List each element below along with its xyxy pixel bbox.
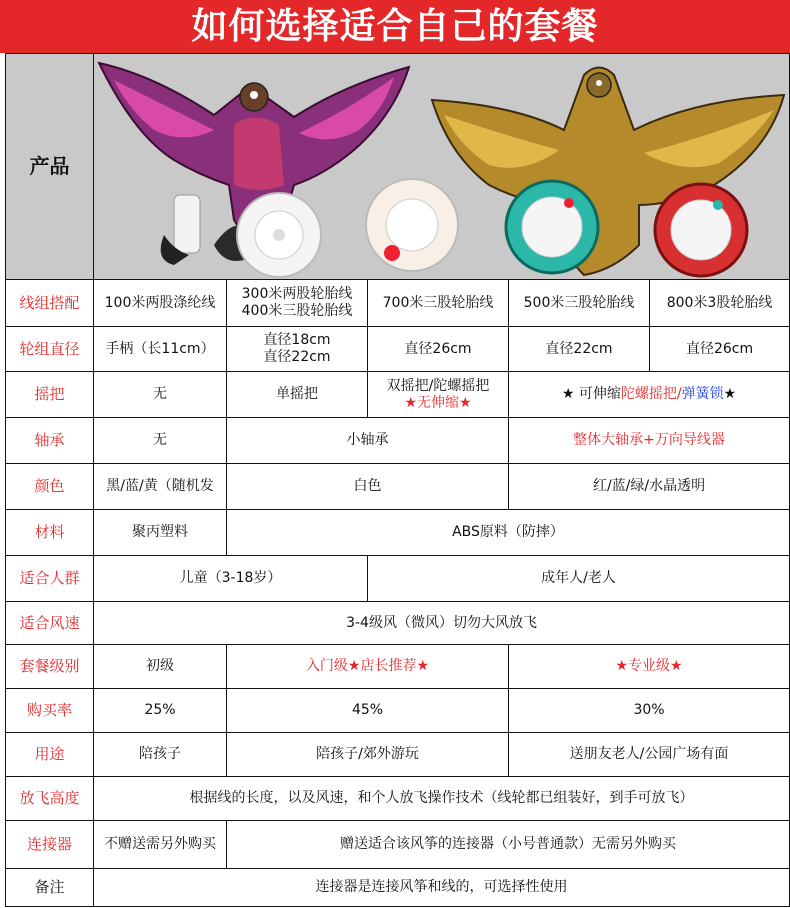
row-label: 用途 [6, 733, 94, 777]
row-crank [6, 372, 790, 418]
row-label: 购买率 [6, 689, 94, 733]
product-row [6, 54, 790, 280]
row-package-level [6, 645, 790, 689]
cell: 直径22cm [509, 327, 650, 372]
reel-18cm [237, 193, 321, 277]
row-label: 材料 [6, 510, 94, 556]
row-bearing [6, 418, 790, 464]
row-wind [6, 602, 790, 645]
reel-26cm-white [366, 179, 458, 271]
row-label: 放飞高度 [6, 777, 94, 821]
cell: 30% [509, 689, 790, 733]
row-label: 备注 [6, 869, 94, 907]
cell: 直径26cm [368, 327, 509, 372]
cell: 成年人/老人 [368, 556, 790, 602]
cell: 根据线的长度，以及风速，和个人放飞操作技术（线轮都已组装好，到手可放飞） [94, 777, 790, 821]
cell: 陪孩子 [94, 733, 227, 777]
row-purchase-rate [6, 689, 790, 733]
row-label: 轮组直径 [6, 327, 94, 372]
cell: 双摇把/陀螺摇把 ★无伸缩★ [368, 372, 509, 418]
row-reel-diameter [6, 327, 790, 372]
cell: 单摇把 [227, 372, 368, 418]
cell: ABS原料（防摔） [227, 510, 790, 556]
cell: 500米三股轮胎线 [509, 280, 650, 327]
cell: 无 [94, 418, 227, 464]
row-remarks [6, 869, 790, 907]
row-audience [6, 556, 790, 602]
row-line-set [6, 280, 790, 327]
page-banner: 如何选择适合自己的套餐 [0, 0, 790, 53]
cell: ★ 可伸缩陀螺摇把/弹簧锁★ [509, 372, 790, 418]
cell: 300米两股轮胎线 400米三股轮胎线 [227, 280, 368, 327]
cell: 100米两股涤纶线 [94, 280, 227, 327]
cell: 无 [94, 372, 227, 418]
kite-products-image [94, 55, 789, 279]
row-label: 适合人群 [6, 556, 94, 602]
row-label: 套餐级别 [6, 645, 94, 689]
cell: 直径26cm [650, 327, 790, 372]
row-label: 摇把 [6, 372, 94, 418]
cell: 小轴承 [227, 418, 509, 464]
cell: 送朋友老人/公园广场有面 [509, 733, 790, 777]
package-comparison-table [5, 53, 790, 907]
cell: 45% [227, 689, 509, 733]
cell: 800米3股轮胎线 [650, 280, 790, 327]
row-connector [6, 821, 790, 869]
cell: 整体大轴承+万向导线器 [509, 418, 790, 464]
cell: 直径18cm 直径22cm [227, 327, 368, 372]
cell: 儿童（3-18岁） [94, 556, 368, 602]
row-label: 轴承 [6, 418, 94, 464]
row-usage [6, 733, 790, 777]
cell: 聚丙塑料 [94, 510, 227, 556]
row-color [6, 464, 790, 510]
cell: 不赠送需另外购买 [94, 821, 227, 869]
reel-22cm-green [506, 181, 598, 273]
reel-26cm-red [655, 184, 747, 276]
row-label: 适合风速 [6, 602, 94, 645]
cell: 赠送适合该风筝的连接器（小号普通款）无需另外购买 [227, 821, 790, 869]
cell: 黑/蓝/黄（随机发 [94, 464, 227, 510]
cell: 手柄（长11cm） [94, 327, 227, 372]
cell: 700米三股轮胎线 [368, 280, 509, 327]
product-label: 产品 [6, 54, 94, 280]
reel-handle [161, 195, 200, 265]
product-image-cell [94, 54, 790, 280]
row-fly-height [6, 777, 790, 821]
cell: 连接器是连接风筝和线的，可选择性使用 [94, 869, 790, 907]
row-material [6, 510, 790, 556]
cell: 陪孩子/郊外游玩 [227, 733, 509, 777]
cell: 初级 [94, 645, 227, 689]
cell: 白色 [227, 464, 509, 510]
row-label: 线组搭配 [6, 280, 94, 327]
cell: 25% [94, 689, 227, 733]
row-label: 颜色 [6, 464, 94, 510]
cell: 3-4级风（微风）切勿大风放飞 [94, 602, 790, 645]
cell: ★专业级★ [509, 645, 790, 689]
cell: 入门级★店长推荐★ [227, 645, 509, 689]
cell: 红/蓝/绿/水晶透明 [509, 464, 790, 510]
row-label: 连接器 [6, 821, 94, 869]
